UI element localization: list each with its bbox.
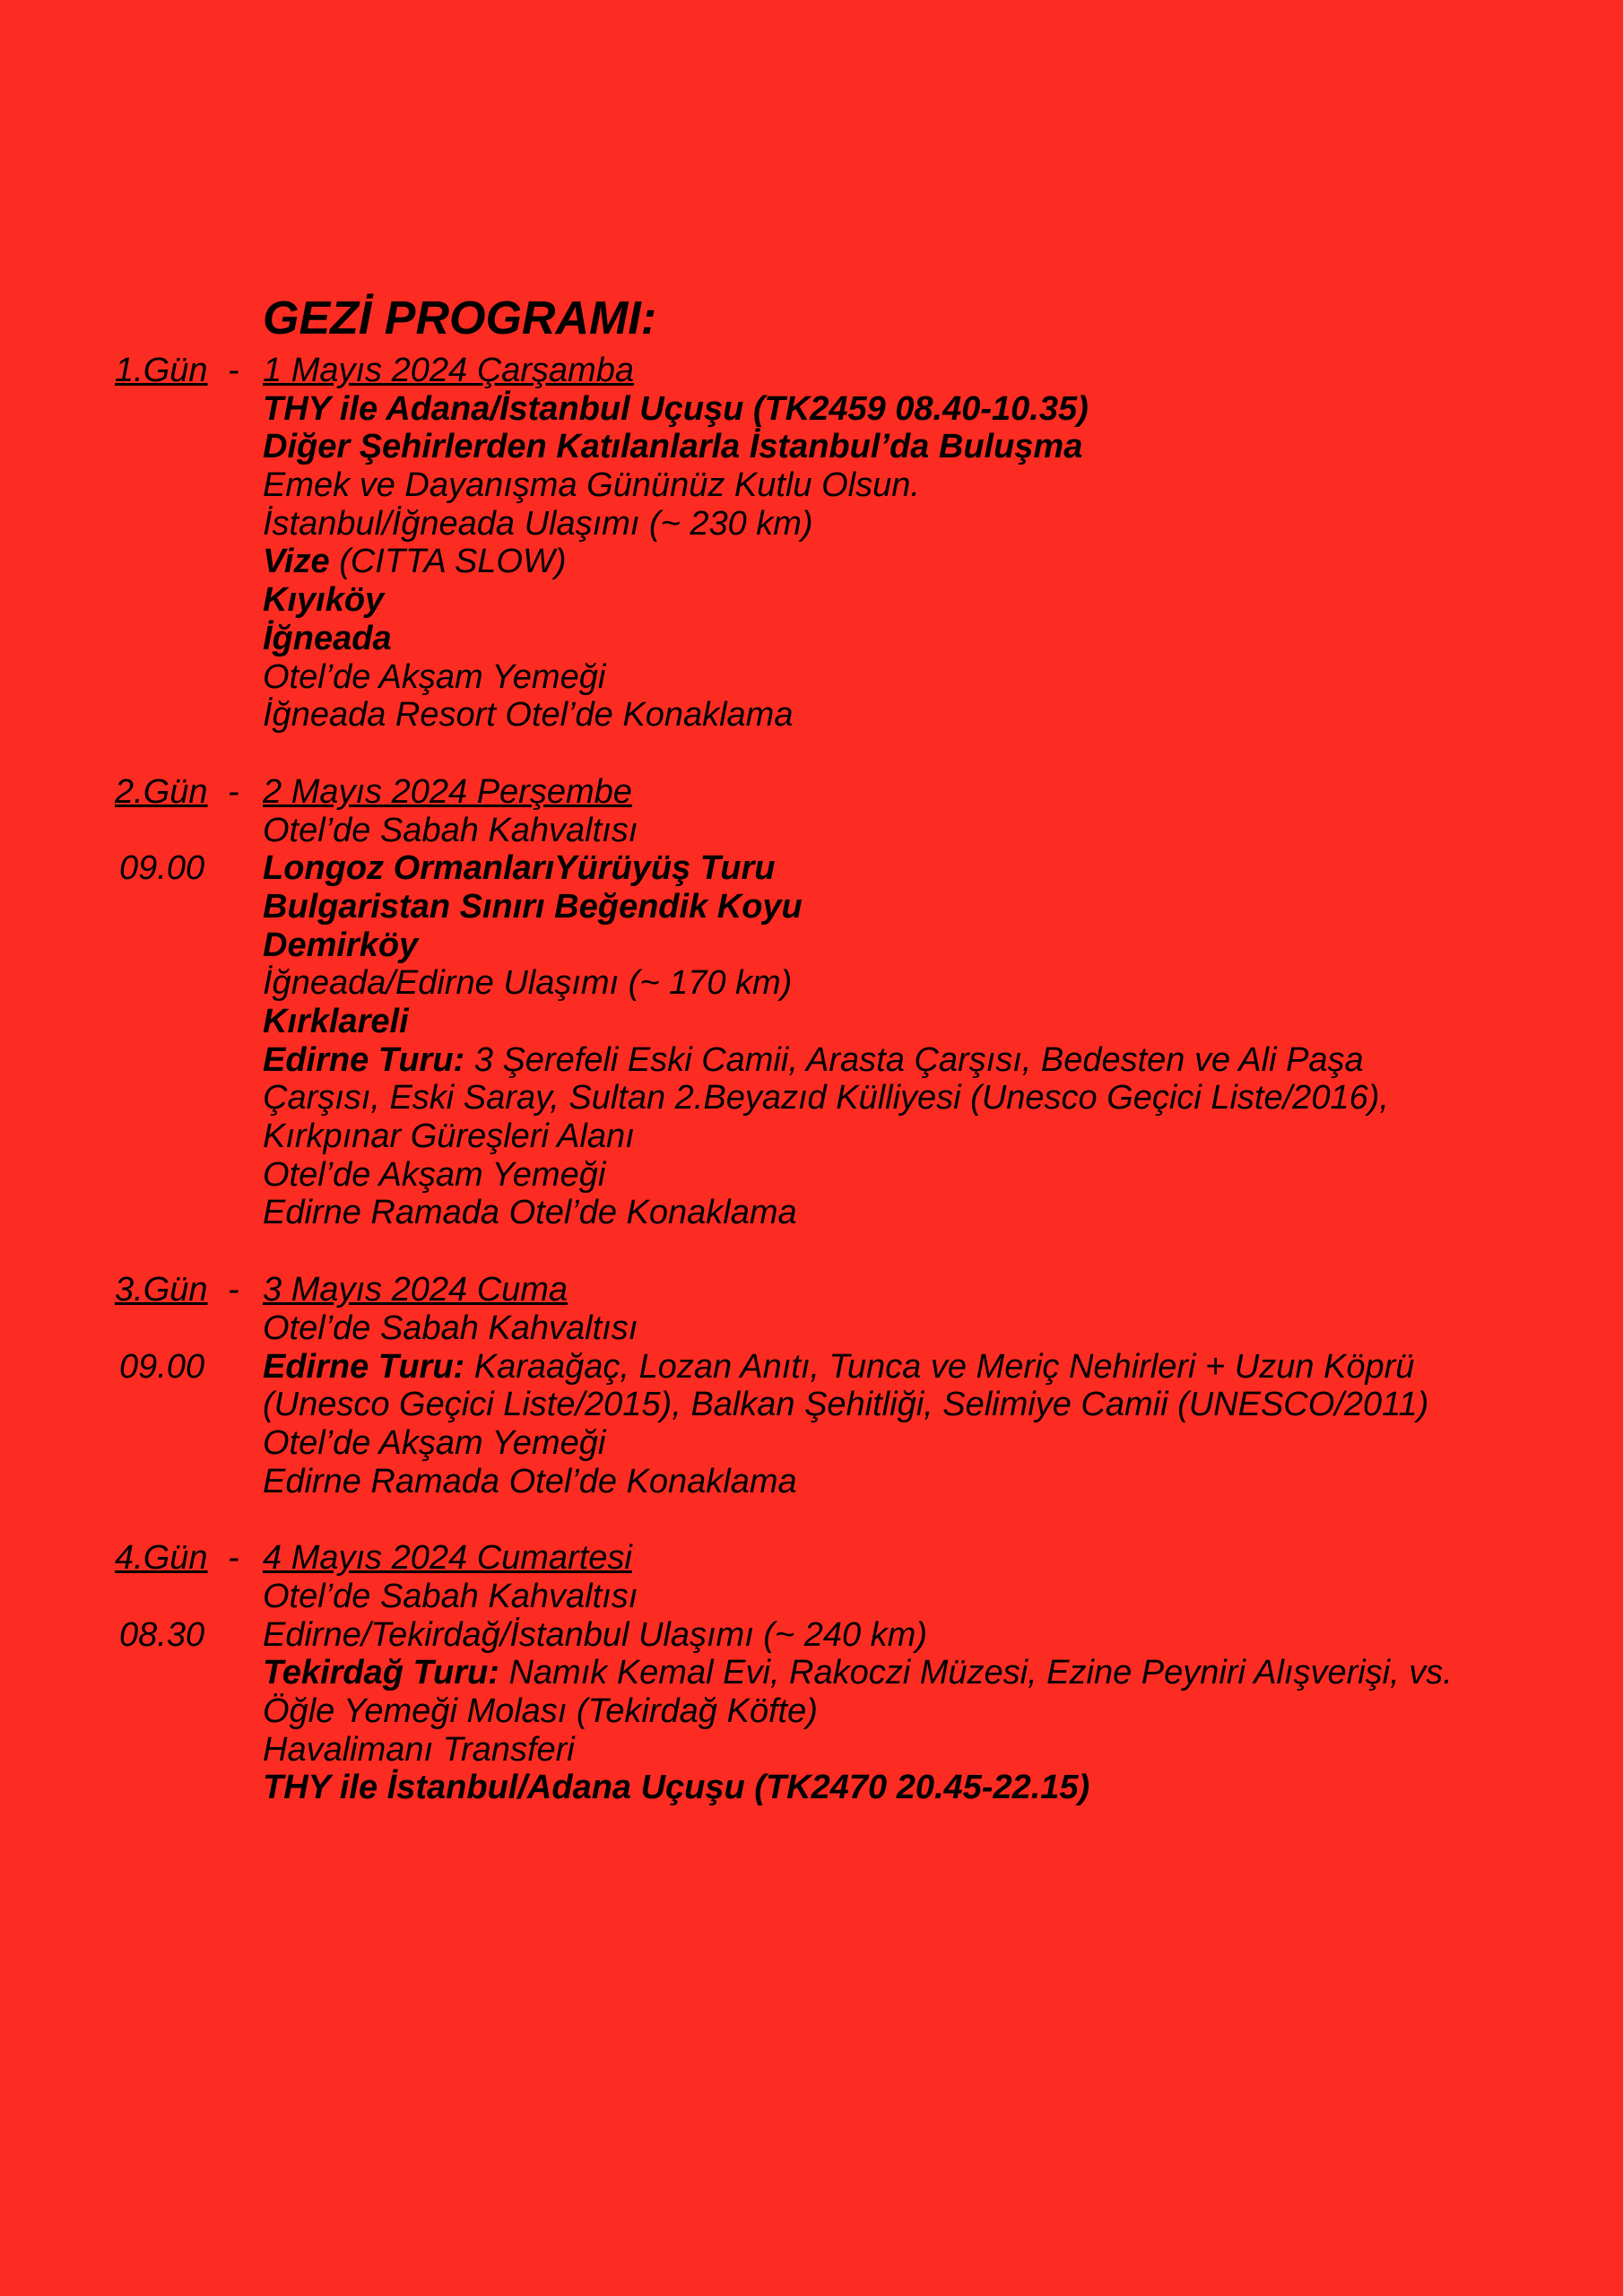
program-line [0, 1194, 1623, 1232]
activity-detail: Edirne Ramada Otel’de Konaklama [263, 1462, 797, 1500]
program-line [0, 812, 1623, 850]
activity-text [263, 1769, 1089, 1807]
activity-text [263, 1731, 575, 1770]
activity-text [263, 390, 1089, 429]
activity-detail: İstanbul/İğneada Ulaşımı (~ 230 km) [263, 504, 813, 543]
program-line [0, 1578, 1623, 1616]
activity-text [263, 1463, 797, 1501]
activity-text [263, 1003, 409, 1041]
program-line [0, 1118, 1623, 1156]
day-header [0, 1539, 1623, 1578]
program-line [0, 1309, 1623, 1348]
activity-text [263, 1424, 605, 1463]
activity-detail: Otel’de Akşam Yemeği [263, 1155, 606, 1194]
day-section [0, 1271, 1623, 1500]
activity-highlight: Demirköy [263, 926, 419, 964]
program-line [0, 926, 1623, 965]
activity-detail: Otel’de Akşam Yemeği [263, 1423, 606, 1462]
activity-detail: Öğle Yemeği Molası (Tekirdağ Köfte) [263, 1692, 818, 1730]
dash-separator: - [228, 352, 239, 389]
day-header [0, 352, 1623, 390]
day-label: 2.Gün [115, 772, 208, 811]
activity-text [263, 543, 567, 581]
day-date: 4 Mayıs 2024 Cumartesi [263, 1539, 632, 1578]
program-line [0, 1731, 1623, 1770]
activity-detail: Karaağaç, Lozan Anıtı, Tunca ve Meriç Nehirleri + Uzun Köprü [464, 1347, 1415, 1386]
day-section [0, 773, 1623, 1232]
activity-time: 09.00 [119, 849, 205, 888]
activity-text [263, 696, 793, 735]
activity-text [263, 964, 792, 1003]
dash-separator: - [228, 1271, 239, 1309]
activity-detail: Havalimanı Transferi [263, 1730, 575, 1769]
program-line [0, 888, 1623, 926]
program-line [0, 658, 1623, 697]
activity-detail: İğneada/Edirne Ulaşımı (~ 170 km) [263, 964, 793, 1003]
activity-text [263, 1692, 818, 1731]
program-line [0, 543, 1623, 581]
activity-highlight: Tekirdağ Turu: [263, 1654, 499, 1692]
program-line [0, 1079, 1623, 1118]
program-line [0, 1156, 1623, 1195]
program-line [0, 1463, 1623, 1501]
activity-text [263, 1309, 638, 1348]
day-label: 1.Gün [115, 352, 208, 389]
activity-text [263, 1348, 1414, 1387]
activity-highlight: Edirne Turu: [263, 1040, 465, 1079]
day-label: 4.Gün [115, 1539, 208, 1578]
program-line [0, 620, 1623, 658]
program-line [0, 1386, 1623, 1424]
activity-text [263, 1386, 1428, 1424]
activity-highlight: İğneada [263, 619, 392, 657]
activity-text [263, 428, 1082, 466]
trip-program [0, 352, 1623, 1846]
activity-detail: Edirne Ramada Otel’de Konaklama [263, 1194, 797, 1232]
activity-detail: Edirne/Tekirdağ/İstanbul Ulaşımı (~ 240 km) [263, 1615, 927, 1654]
program-line [0, 581, 1623, 620]
activity-text [263, 1654, 1453, 1692]
activity-text [263, 812, 638, 850]
program-line [0, 1654, 1623, 1692]
program-line [0, 466, 1623, 505]
activity-text [263, 1079, 1389, 1118]
day-date: 3 Mayıs 2024 Cuma [263, 1271, 568, 1309]
activity-text [263, 658, 605, 697]
activity-highlight: Kırklareli [263, 1003, 409, 1040]
dash-separator: - [228, 772, 239, 811]
activity-detail: 3 Şerefeli Eski Camii, Arasta Çarşısı, Bedesten ve Ali Paşa [464, 1040, 1364, 1079]
dash-separator: - [228, 1539, 239, 1578]
activity-text [263, 505, 813, 544]
day-label: 3.Gün [115, 1271, 208, 1309]
page-title: GEZİ PROGRAMI: [263, 292, 657, 344]
activity-text [263, 581, 384, 620]
activity-highlight: Longoz OrmanlarıYürüyüş Turu [263, 849, 776, 888]
activity-text [263, 1194, 797, 1232]
program-line [0, 696, 1623, 735]
activity-text [263, 849, 775, 888]
program-line [0, 1348, 1623, 1387]
activity-text [263, 1118, 635, 1156]
activity-time: 09.00 [119, 1347, 205, 1386]
activity-text [263, 620, 392, 658]
program-line [0, 1692, 1623, 1731]
activity-text [263, 466, 920, 505]
program-line [0, 428, 1623, 466]
program-line [0, 1769, 1623, 1807]
activity-time: 08.30 [119, 1615, 205, 1654]
day-section [0, 352, 1623, 735]
day-date: 1 Mayıs 2024 Çarşamba [263, 352, 634, 389]
activity-detail: İğneada Resort Otel’de Konaklama [263, 696, 794, 735]
activity-detail: Çarşısı, Eski Saray, Sultan 2.Beyazıd Külliyesi (Unesco Geçici Liste/2016), [263, 1079, 1389, 1118]
activity-highlight: THY ile Adana/İstanbul Uçuşu (TK2459 08.40-10.35) [263, 389, 1089, 428]
activity-text [263, 1156, 605, 1195]
program-line [0, 505, 1623, 544]
activity-text [263, 888, 803, 926]
activity-text [263, 1041, 1364, 1080]
activity-highlight: Diğer Şehirlerden Katılanlarla İstanbul’da Buluşma [263, 428, 1083, 466]
day-section [0, 1539, 1623, 1807]
activity-detail: (Unesco Geçici Liste/2015), Balkan Şehitliği, Selimiye Camii (UNESCO/2011) [263, 1386, 1429, 1424]
activity-detail: Namık Kemal Evi, Rakoczi Müzesi, Ezine Peyniri Alışverişi, vs. [499, 1654, 1453, 1692]
activity-highlight: Edirne Turu: [263, 1347, 465, 1386]
activity-detail: Otel’de Akşam Yemeği [263, 657, 606, 696]
program-line [0, 1041, 1623, 1080]
activity-highlight: Kıyıköy [263, 581, 385, 620]
program-line [0, 1424, 1623, 1463]
day-date: 2 Mayıs 2024 Perşembe [263, 772, 632, 811]
activity-detail: Otel’de Sabah Kahvaltısı [263, 1309, 638, 1347]
program-line [0, 1616, 1623, 1655]
program-line [0, 964, 1623, 1003]
activity-highlight: THY ile İstanbul/Adana Uçuşu (TK2470 20.45-22.15) [263, 1769, 1090, 1807]
program-line [0, 1003, 1623, 1041]
activity-text [263, 1578, 638, 1616]
activity-highlight: Bulgaristan Sınırı Beğendik Koyu [263, 887, 803, 926]
activity-detail: Emek ve Dayanışma Gününüz Kutlu Olsun. [263, 466, 920, 505]
activity-text [263, 1616, 927, 1655]
activity-detail: Otel’de Sabah Kahvaltısı [263, 811, 638, 849]
program-line [0, 849, 1623, 888]
program-line [0, 390, 1623, 429]
activity-detail: Kırkpınar Güreşleri Alanı [263, 1118, 635, 1156]
activity-text [263, 926, 418, 965]
activity-highlight: Vize [263, 543, 330, 581]
day-header [0, 773, 1623, 812]
activity-detail: (CITTA SLOW) [329, 543, 567, 581]
day-header [0, 1271, 1623, 1309]
activity-detail: Otel’de Sabah Kahvaltısı [263, 1577, 638, 1615]
